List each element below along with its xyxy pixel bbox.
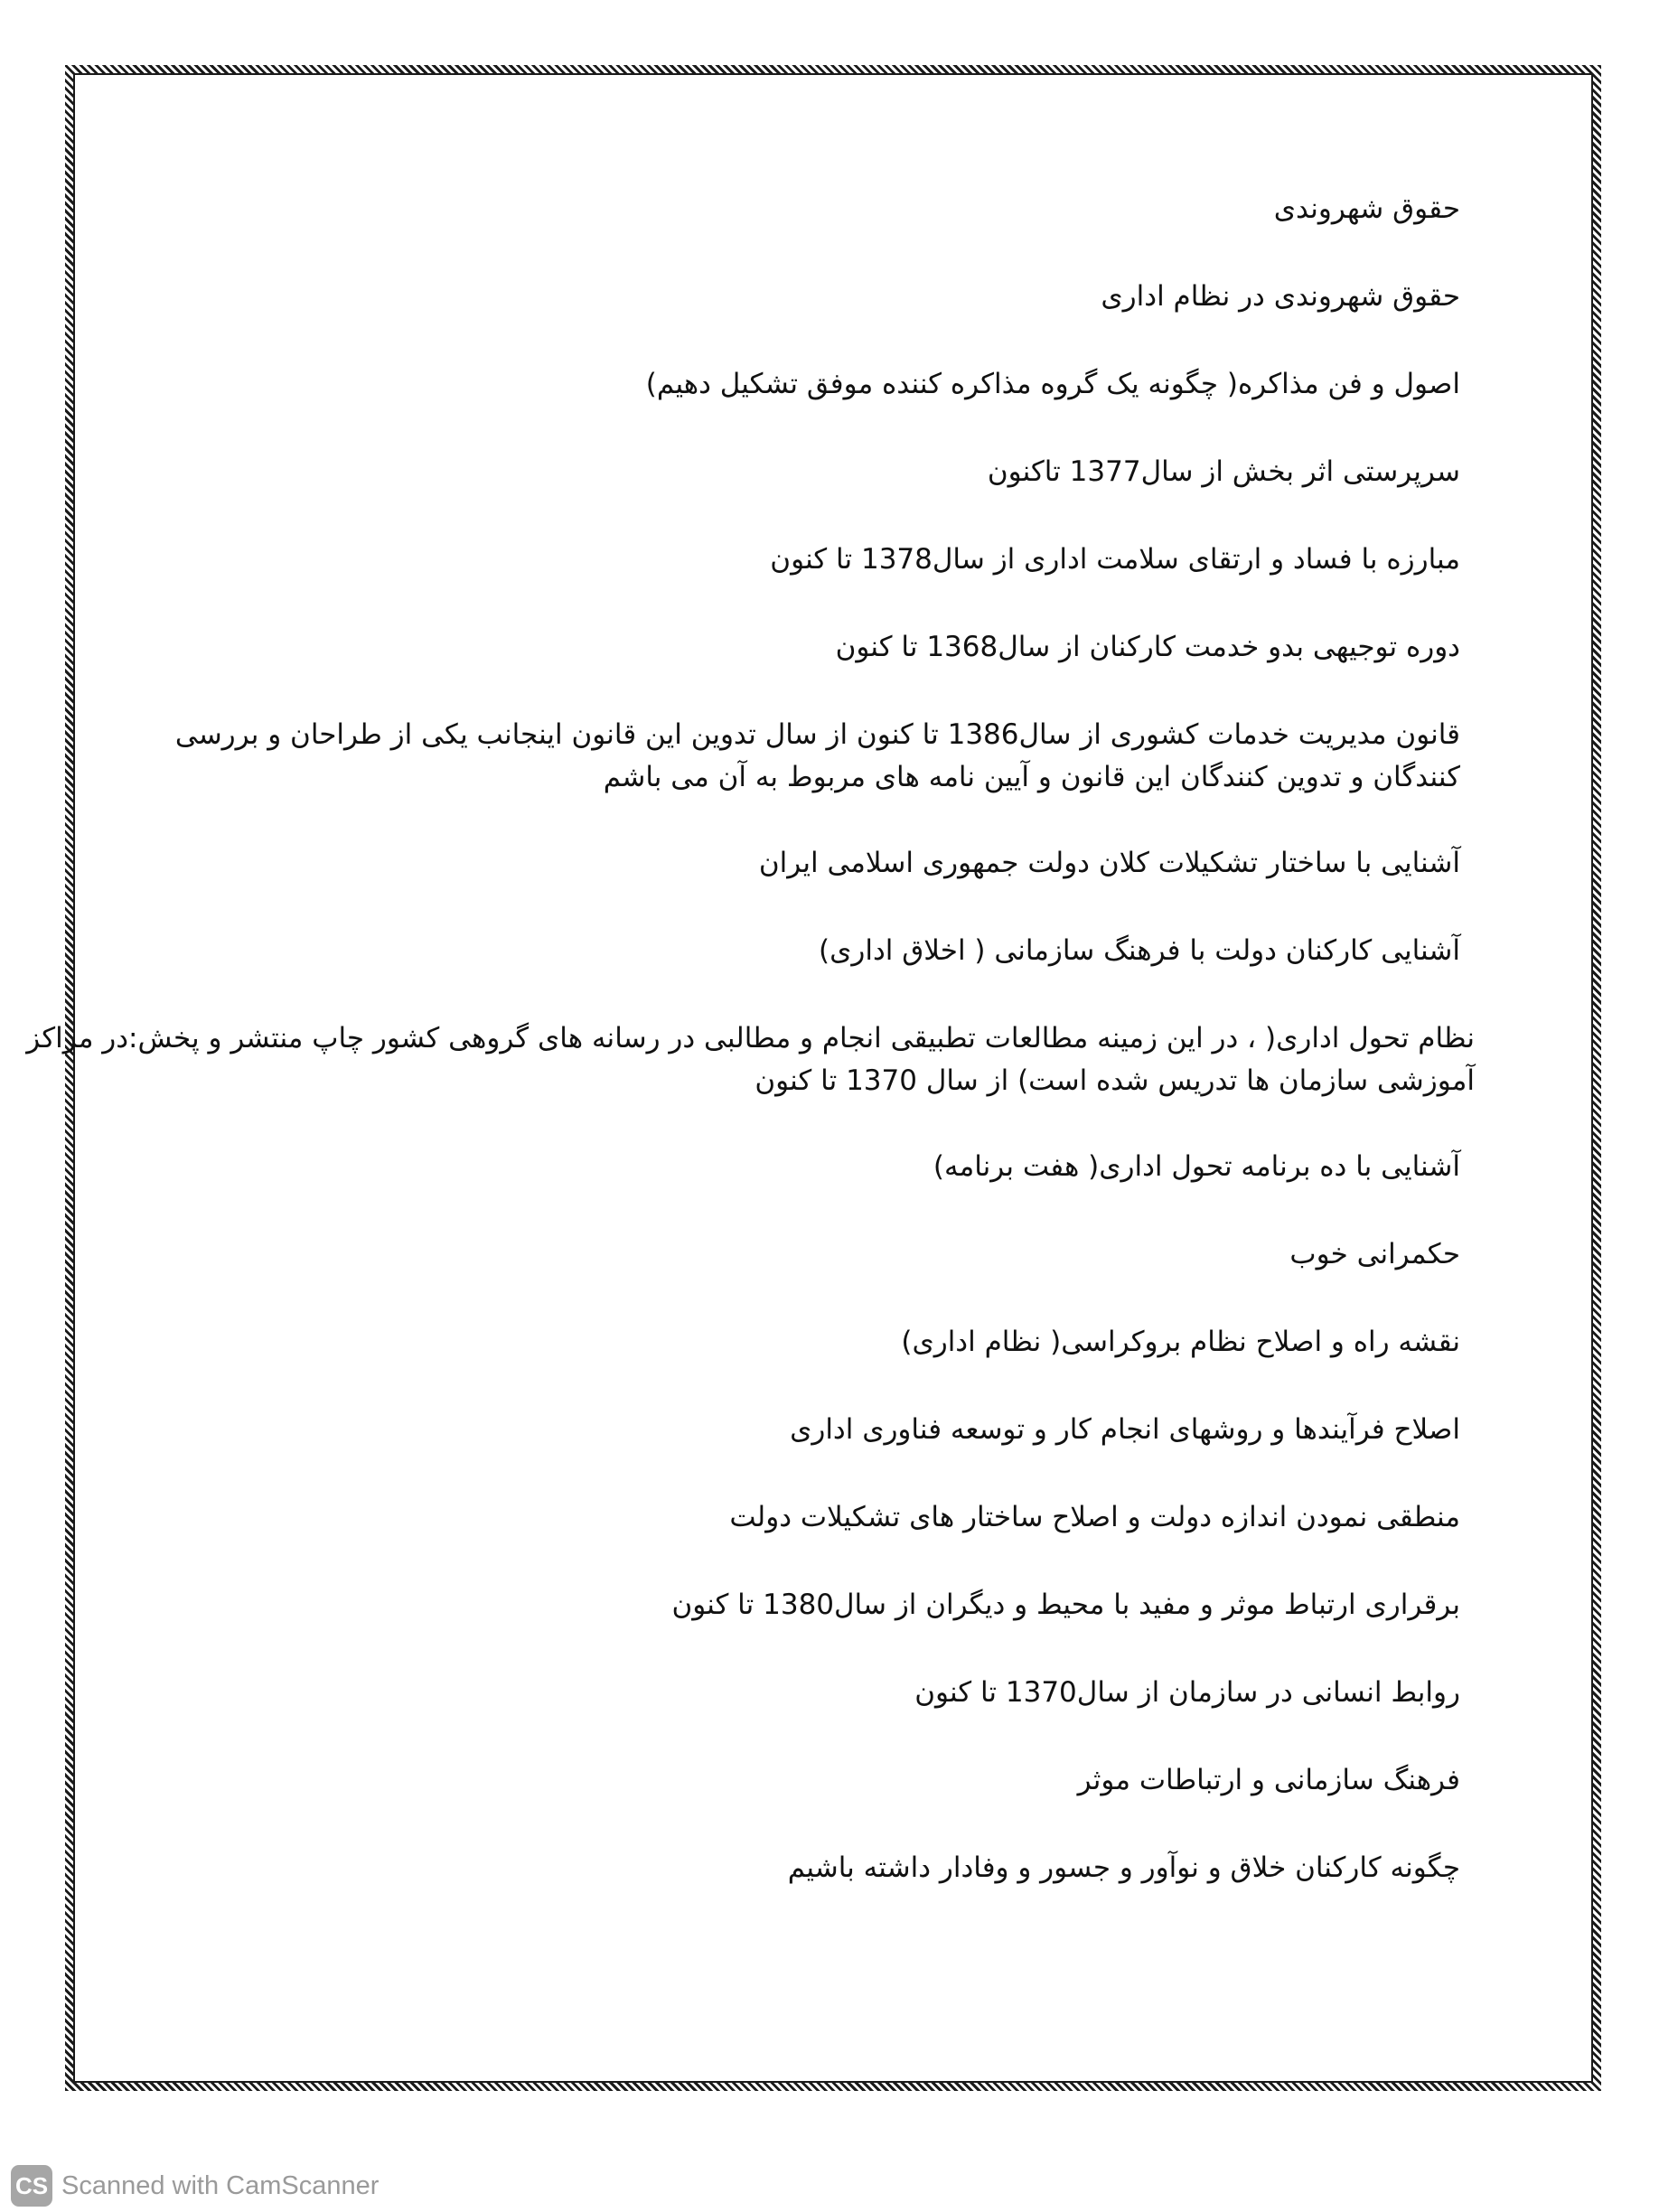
camscanner-logo-icon: CS bbox=[11, 2165, 52, 2207]
document-line: حقوق شهروندی در نظام اداری bbox=[1101, 280, 1460, 313]
watermark-text: Scanned with CamScanner bbox=[61, 2170, 380, 2200]
document-line: آشنایی با ساختار تشکیلات کلان دولت جمهوری اسلامی ایران bbox=[758, 847, 1460, 879]
document-line: قانون مدیریت خدمات کشوری از سال1386 تا کنون از سال تدوین این قانون اینجانب یکی از طراحان و بررسی کنندگان و تدوین کنندگان این قانون و آیین نامه های مربوط به آن می باشم bbox=[174, 718, 1460, 793]
document-line: دوره توجیهی بدو خدمت کارکنان از سال1368 تا کنون bbox=[835, 631, 1460, 663]
document-line: مبارزه با فساد و ارتقای سلامت اداری از سال1378 تا کنون bbox=[770, 543, 1460, 576]
document-line: نقشه راه و اصلاح نظام بروکراسی( نظام اداری) bbox=[901, 1326, 1460, 1358]
document-line: سرپرستی اثر بخش از سال1377 تاکنون bbox=[987, 455, 1460, 488]
document-line: آشنایی کارکنان دولت با فرهنگ سازمانی ( اخلاق اداری) bbox=[819, 934, 1460, 967]
document-line: حقوق شهروندی bbox=[1273, 192, 1460, 225]
document-line: فرهنگ سازمانی و ارتباطات موثر bbox=[1077, 1764, 1460, 1796]
document-line: چگونه کارکنان خلاق و نوآور و جسور و وفادار داشته باشیم bbox=[787, 1851, 1460, 1884]
document-line: روابط انسانی در سازمان از سال1370 تا کنون bbox=[914, 1676, 1460, 1709]
document-line: حکمرانی خوب bbox=[1289, 1238, 1460, 1270]
document-line: منطقی نمودن اندازه دولت و اصلاح ساختار های تشکیلات دولت bbox=[729, 1501, 1460, 1533]
document-line: اصلاح فرآیندها و روشهای انجام کار و توسعه فناوری اداری bbox=[790, 1413, 1460, 1446]
document-body bbox=[26, 188, 1475, 1935]
camscanner-watermark bbox=[11, 2165, 379, 2207]
document-line: نظام تحول اداری( ، در این زمینه مطالعات تطبیقی انجام و مطالبی در رسانه های گروهی کشور چاپ منتشر و پخش:در مراکز آموزشی سازمان ها تدریس شده است) از سال 1370 تا کنون bbox=[26, 1022, 1475, 1097]
document-line: آشنایی با ده برنامه تحول اداری( هفت برنامه) bbox=[933, 1150, 1460, 1183]
document-line: اصول و فن مذاکره( چگونه یک گروه مذاکره کننده موفق تشکیل دهیم) bbox=[645, 368, 1460, 400]
document-line: برقراری ارتباط موثر و مفید با محیط و دیگران از سال1380 تا کنون bbox=[671, 1589, 1460, 1621]
